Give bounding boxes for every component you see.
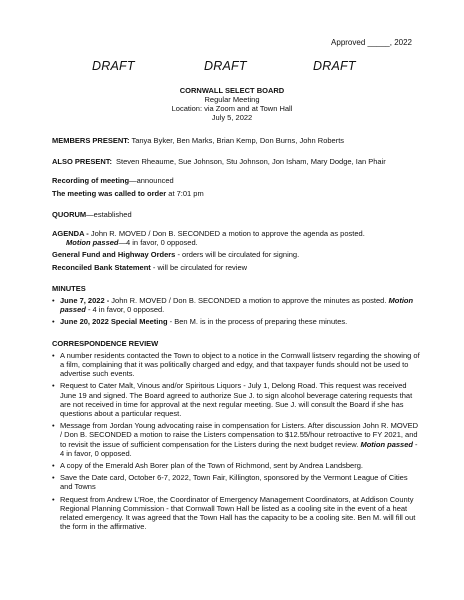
board-title: CORNWALL SELECT BOARD [179,86,285,95]
list-item [52,461,420,470]
list-item [52,381,420,418]
minutes-date: June 20, 2022 Special Meeting [60,317,168,327]
meeting-type: Regular Meeting [204,95,260,104]
draft-watermark-row [0,59,464,78]
meeting-heading [0,86,464,122]
meeting-date: July 5, 2022 [211,113,253,122]
minutes-text: - Ben M. is in the process of preparing these minutes. [167,317,348,327]
correspondence-text: Message from Jordan Young advocating raise in compensation for Listers. After discussion John R. MOVED / Don B. SECONDED a motion to raise the Listers compensation to $12.55/hour retroactive to FY 2021, and to revisit the issue of sufficient compensation for the Listers during the next budget review. [60,421,419,449]
minutes-list [52,296,420,327]
reconciled-text: - will be circulated for review [150,262,248,272]
approved-line: Approved _____, 2022 [331,38,412,47]
correspondence-text: Request to Cater Malt, Vinous and/or Spiritous Liquors - July 1, Delong Road. This request was received June 19 and signed. The Board agreed to authorize Sue J. to sign alcohol beverage catering requests that are not received in time for approval at the next regular meeting. Sue J. will consult the Board if she has questions about a particular request. [60,381,413,419]
recording-label: Recording of meeting [52,176,130,186]
agenda-item [52,229,420,247]
reconciled-label: Reconciled Bank Statement [52,262,151,272]
correspondence-text: Save the Date card, October 6-7, 2022, Town Fair, Killington, sponsored by the Vermont League of Cities and Towns [60,473,408,492]
correspondence-text: A copy of the Emerald Ash Borer plan of the Town of Richmond, sent by Andrea Landsberg. [60,461,363,471]
draft-label: DRAFT [204,59,247,73]
list-item [52,317,420,326]
motion-passed-label: Motion passed [360,439,413,449]
members-present-names: Tanya Byker, Ben Marks, Brian Kemp, Don Burns, John Roberts [129,136,345,145]
draft-label: DRAFT [313,59,356,73]
general-fund-label: General Fund and Highway Orders [52,250,176,260]
members-present [52,136,420,145]
list-item [52,473,420,491]
minutes-date: June 7, 2022 - [60,296,110,306]
also-present [52,157,420,166]
correspondence-vote: - 4 in favor, 0 opposed. [60,439,418,458]
correspondence-text: A number residents contacted the Town to object to a notice in the Cornwall listserv regarding the showing of a film, complaining that it was politically charged and edgy, and that taxpayer funds should not be used to advertise such events. [60,350,420,379]
recording-line [52,176,420,185]
list-item [52,495,420,532]
minutes-body [52,136,420,535]
also-present-names: Steven Rheaume, Sue Johnson, Stu Johnson, Jon Isham, Mary Dodge, Ian Phair [116,157,386,167]
reconciled-line [52,263,420,272]
quorum-text: —established [86,209,132,219]
meeting-location: Location: via Zoom and at Town Hall [171,104,293,113]
list-item [52,421,420,458]
correspondence-section-title: CORRESPONDENCE REVIEW [52,338,159,348]
called-to-order-line [52,189,420,198]
minutes-vote: - 4 in favor, 0 opposed. [85,305,165,315]
correspondence-text: Request from Andrew L’Roe, the Coordinator of Emergency Management Coordinators, at Addison County Regional Planning Commission - that Cornwall Town Hall be listed as a cooling site in the event of a heat related emergency. It was agreed that the Town Hall has the capacity to be a cooling site. Ben M. will fill out the form in the affirmative. [60,494,416,532]
also-present-label: ALSO PRESENT: [52,157,113,167]
draft-label: DRAFT [92,59,135,73]
list-item [52,351,420,379]
minutes-section-title: MINUTES [52,283,86,293]
agenda-label: AGENDA - [52,229,89,239]
called-to-order-time: at 7:01 pm [166,188,204,198]
called-to-order-label: The meeting was called to order [52,188,167,198]
minutes-text: John R. MOVED / Don B. SECONDED a motion to approve the minutes as posted. [109,296,389,306]
general-fund-text: - orders will be circulated for signing. [175,250,300,260]
quorum-label: QUORUM [52,209,87,219]
members-present-label: MEMBERS PRESENT: [52,136,130,145]
general-fund-line [52,250,420,259]
agenda-text: John R. MOVED / Don B. SECONDED a motion to approve the agenda as posted. [88,229,365,239]
agenda-result [52,238,420,247]
list-item [52,296,420,314]
recording-text: —announced [129,176,174,186]
motion-passed-label: Motion passed [60,296,414,315]
motion-passed-label: Motion passed [66,238,119,248]
quorum-line [52,210,420,219]
correspondence-list [52,351,420,532]
agenda-vote: —4 in favor, 0 opposed. [118,238,198,248]
